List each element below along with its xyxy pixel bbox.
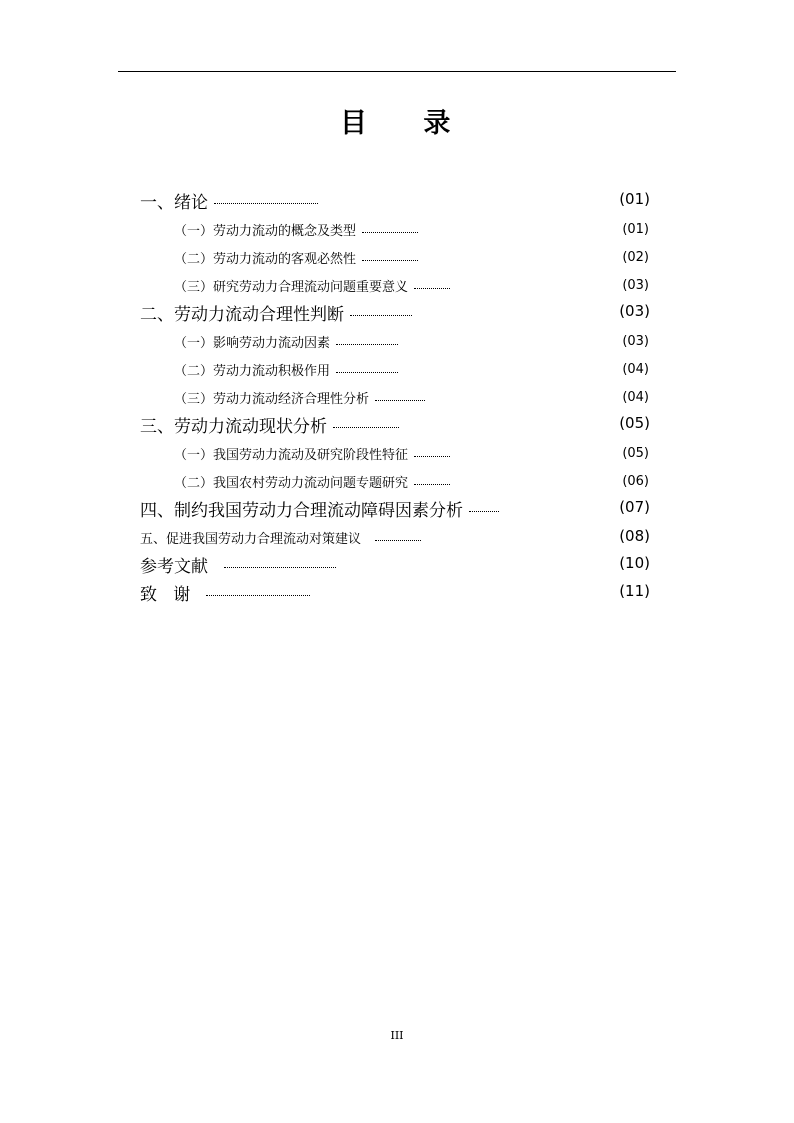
toc-leader-dots	[214, 203, 318, 204]
toc-entry-page: (05)	[622, 446, 649, 461]
toc-entry-label: （二）我国农村劳动力流动问题专题研究	[174, 475, 409, 491]
toc-entry-label: （二）劳动力流动的客观必然性	[174, 251, 357, 267]
toc-entry-label: （一）影响劳动力流动因素	[174, 335, 331, 351]
toc-entry-label: 致 谢	[140, 584, 191, 605]
toc-entry-page: (11)	[619, 582, 650, 600]
toc-entry-label: 三、劳动力流动现状分析	[140, 416, 327, 437]
toc-leader-dots	[414, 288, 450, 289]
toc-leader-dots	[333, 427, 399, 428]
toc-entry-label: 一、绪论	[140, 192, 208, 213]
toc-entry-page: (10)	[619, 554, 650, 572]
toc-entry-label: 五、促进我国劳动力合理流动对策建议	[140, 531, 362, 547]
toc-leader-dots	[362, 232, 418, 233]
toc-entry-label: （三）研究劳动力合理流动问题重要意义	[174, 279, 409, 295]
toc-entry[interactable]	[174, 360, 398, 378]
toc-entry-page: (01)	[622, 222, 649, 237]
toc-entry[interactable]	[140, 527, 421, 547]
toc-entry[interactable]	[174, 444, 450, 462]
toc-entry-page: (03)	[622, 278, 649, 293]
toc-entry-page: (08)	[619, 527, 650, 545]
toc-entry[interactable]	[140, 580, 310, 604]
toc-entry-page: (03)	[622, 334, 649, 349]
toc-leader-dots	[350, 315, 412, 316]
toc-entry-label: （三）劳动力流动经济合理性分析	[174, 391, 370, 407]
toc-entry-label: （一）我国劳动力流动及研究阶段性特征	[174, 447, 409, 463]
toc-leader-dots	[224, 567, 336, 568]
toc-entry[interactable]	[174, 220, 418, 238]
toc-entry[interactable]	[140, 188, 318, 212]
toc-entry[interactable]	[140, 300, 412, 324]
toc-entry[interactable]	[174, 472, 450, 490]
toc-entry[interactable]	[174, 388, 425, 406]
toc-entry-page: (01)	[619, 190, 650, 208]
toc-entry-label: 参考文献	[140, 556, 208, 577]
toc-leader-dots	[414, 456, 450, 457]
footer-page-number: III	[390, 1029, 404, 1042]
toc-entry-page: (03)	[619, 302, 650, 320]
toc-entry[interactable]	[140, 412, 399, 436]
toc-entry-page: (06)	[622, 474, 649, 489]
header-rule	[118, 71, 676, 72]
toc-leader-dots	[206, 595, 310, 596]
toc-leader-dots	[362, 260, 418, 261]
toc-leader-dots	[336, 372, 398, 373]
toc-leader-dots	[375, 400, 425, 401]
toc-leader-dots	[336, 344, 398, 345]
toc-entry-label: （一）劳动力流动的概念及类型	[174, 223, 357, 239]
toc-leader-dots	[375, 540, 421, 541]
toc-entry[interactable]	[140, 552, 336, 576]
toc-entry-label: （二）劳动力流动积极作用	[174, 363, 331, 379]
toc-entry-label: 四、制约我国劳动力合理流动障碍因素分析	[140, 500, 463, 521]
toc-entry-page: (07)	[619, 498, 650, 516]
page-title: 目 录	[340, 108, 451, 139]
toc-entry[interactable]	[174, 276, 450, 294]
toc-entry-page: (04)	[622, 362, 649, 377]
toc-entry-label: 二、劳动力流动合理性判断	[140, 304, 344, 325]
toc-entry-page: (02)	[622, 250, 649, 265]
toc-leader-dots	[469, 511, 499, 512]
toc-entry[interactable]	[140, 496, 499, 520]
toc-entry-page: (04)	[622, 390, 649, 405]
toc-entry[interactable]	[174, 248, 418, 266]
toc-entry[interactable]	[174, 332, 398, 350]
toc-entry-page: (05)	[619, 414, 650, 432]
toc-leader-dots	[414, 484, 450, 485]
